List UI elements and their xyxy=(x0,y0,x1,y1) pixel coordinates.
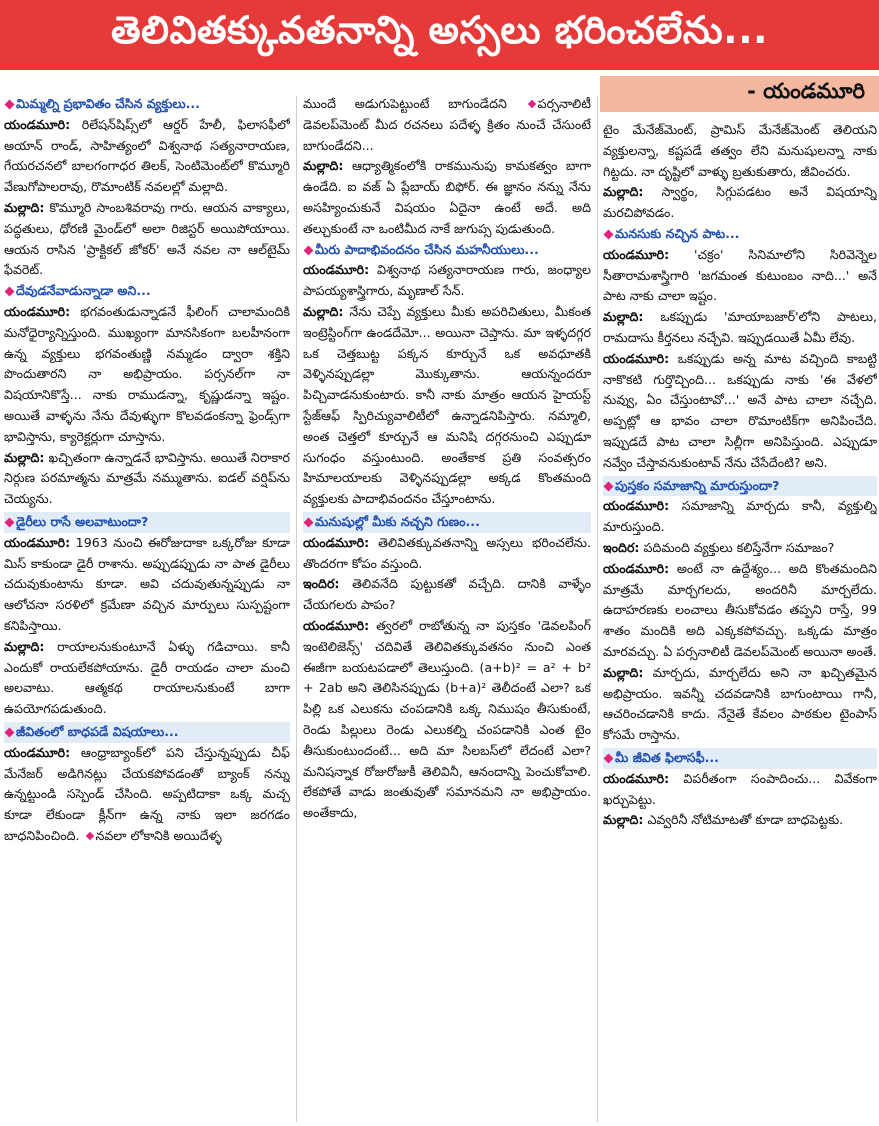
answer-text: పర్సనాలిటీ డెవలప్‌మెంట్ మీద రచనలు పదేళ్ళ క్రితం నుంచే చేసుంటే బాగుండేదని... xyxy=(303,96,591,153)
answer-text: తెలివనేది పుట్టుకతో వచ్చేది. దానికి వాళ్ళేం చేయగలరు పాపం? xyxy=(303,576,591,613)
answer-paragraph xyxy=(4,115,290,198)
answer-text: స్వార్థం, సిగ్గుపడటం అనే విషయాన్ని మరచిపోవడం. xyxy=(603,184,877,221)
answer-paragraph xyxy=(303,616,591,824)
answer-text: త్వరలో రాబోతున్న నా పుస్తకం 'డెవలపింగ్ ఇంటెలిజెన్స్' చదివితే తెలివితక్కువతనం నుంచి ఎంత ఈజీగా బయటపడాలో తెలుస్తుంది. (a+b)² = a² + b² + 2ab అని తెలిసినప్పుడు (b+a)² తెలీదంటే ఎలా? ఒక పిల్లి ఒక ఎలుకను చంపడానికి ఒక్క నిముషం తీసుకుంటే, రెండు పిల్లులు రెండు ఎలుకల్ని చంపడానికి ఎంత టైం తీసుకుంటుందంటే... అది మా సిలబస్‌లో లేదంటే ఎలా? మనిషన్నాక రోజురోజుకీ తెలివినీ, ఆనందాన్ని పెంచుకోవాలి. లేకపోతే వాడు జంతువుతో సమానమని నా అభిప్రాయం. అంతేకాదు, xyxy=(303,617,591,821)
answer-text: ఆధ్యాత్మికంలోకి రాకమునుపు కామకత్వం బాగా ఉండేది. ఐ వజ్ ఏ ప్లేబాయ్ బిఫోర్. ఈ జ్ఞానం నన్ను నేను అసహ్యించుకునే విషయం ఏదైనా ఉంటే అదే. అది తల్చుకుంటే నా ఒంటిమీద నాకే జుగుప్స పుడుతుంది. xyxy=(303,158,591,236)
speaker-name: యండమూరి: xyxy=(4,303,71,319)
answer-text: విపరీతంగా సంపాదించు... వివేకంగా ఖర్చుపెట్టు. xyxy=(603,770,877,807)
speaker-name: మల్లాది: xyxy=(603,309,644,325)
article-column-3 xyxy=(603,120,877,1124)
speaker-name: యండమూరి: xyxy=(303,617,370,633)
speaker-name: మల్లాది: xyxy=(303,158,344,174)
answer-text: 'చక్రం' సినిమాలోని సిరివెన్నెల సీతారామశాస్త్రిగారి 'జగమంత కుటుంబం నాది...' అనే పాట నాకు చాలా ఇష్టం. xyxy=(603,246,877,304)
answer-text: ఎవ్వరినీ నోటిమాటతో కూడా బాధపెట్టకు. xyxy=(643,812,844,828)
question-heading: దేవుడనేవాడున్నాడా అని... xyxy=(4,281,290,302)
speaker-name: మల్లాది: xyxy=(4,199,45,215)
answer-paragraph xyxy=(303,156,591,239)
answer-paragraph xyxy=(603,245,877,307)
answer-paragraph xyxy=(303,302,591,510)
speaker-name: యండమూరి: xyxy=(603,560,670,576)
speaker-name: మల్లాది: xyxy=(4,638,45,654)
answer-text: ఆంధ్రాబ్యాంక్‌లో పని చేస్తున్నప్పుడు చీఫ్ మేనేజర్ అడిగినట్లు చేయకపోవడంతో బ్యాంక్ నన్ను ఉన్నట్టుండి సస్పెండ్ చేసింది. అప్పటిదాకా ఒక్క మచ్చ కూడా లేకుండా క్లీన్‌గా ఉన్న నాకు ఇలా జరగడం బాధనిపించింది. xyxy=(4,744,290,843)
answer-text: 1963 నుంచి ఈరోజుదాకా ఒక్కరోజు కూడా మిస్ కాకుండా డైరీ రాశాను. అప్పుడప్పుడు నా పాత డైరీలు చదువుకుంటాను కూడా. అవి చదువుతున్నప్పుడు నా ఆలోచనా సరళిలో క్రమేణా వచ్చిన మార్పులు సుస్పష్టంగా కనిపిస్తాయి. xyxy=(4,534,290,633)
column-divider xyxy=(296,96,297,1122)
answer-paragraph xyxy=(603,663,877,746)
speaker-name: యండమూరి: xyxy=(4,744,71,760)
article-column-1 xyxy=(4,94,290,1124)
speaker-name: మల్లాది: xyxy=(603,664,644,680)
speaker-name: మల్లాది: xyxy=(603,184,644,200)
article-title: తెలివితక్కువతనాన్ని అస్సలు భరించలేను... xyxy=(0,0,879,70)
answer-paragraph xyxy=(603,559,877,663)
diamond-bullet-icon xyxy=(527,100,535,108)
speaker-name: మల్లాది: xyxy=(603,812,644,828)
question-heading: మీ జీవిత ఫిలాసఫీ... xyxy=(603,748,877,769)
answer-paragraph xyxy=(603,496,877,538)
answer-text: అంటే నా ఉద్దేశ్యం... అది కొంతమందిని మాత్రమే మార్చగలదు, అందరినీ మార్చలేదు. ఉదాహరణకు లంచాలు తీసుకోవడం తప్పని రాస్తే, 99 శాతం మందికి అది ఎక్కకపోవచ్చు. ఒక్కడు మాత్రం మారవచ్చు. ఏ పర్సనాలిటీ డెవలప్‌మెంట్ అయినా అంతే. xyxy=(603,560,877,659)
answer-text: విశ్వనాథ సత్యనారాయణ గారు, జంధ్యాల పాపయ్యశాస్త్రిగారు, మృణాల్ సేన్. xyxy=(303,262,591,299)
answer-text: కొమ్మూరి సాంబశివరావు గారు. ఆయన వాక్యాలు, పద్ధతులు, ధోరణి మైండ్‌లో అలా రిజిస్టర్ అయిపోయాయి. ఆయన రాసిన 'ప్రాక్టికల్ జోకర్' అనే నవల నా ఆల్‌టైమ్ ఫేవరెట్. xyxy=(4,199,290,278)
answer-paragraph xyxy=(4,198,290,281)
speaker-name: ఇందిర: xyxy=(303,576,340,592)
answer-text: రాయాలనుకుంటూనే ఏళ్ళు గడిచాయి. కానీ ఎందుకో రాయలేకపోయాను. డైరీ రాయడం చాలా మంచి అలవాటు. ఆత్మకథ రాయాలనుకుంటే బాగా ఉపయోగపడుతుంది. xyxy=(4,638,290,717)
answer-paragraph xyxy=(4,743,290,847)
speaker-name: మల్లాది: xyxy=(4,449,45,465)
answer-text: పదిమంది వ్యక్తులు కలిస్తేనేగా సమాజం? xyxy=(639,539,835,555)
answer-text: నవలా లోకానికి అయిదేళ్ళ xyxy=(95,827,222,843)
answer-text: రిలేషన్‌షిప్స్‌లో ఆర్డర్ హేలీ, ఫిలాసఫీలో అయాన్ రాండ్, సాహిత్యంలో విశ్వనాథ సత్యనారాయణ, గేయరచనలో బాలగంగాధర తిలక్, సెంటిమెంట్‌లో కొమ్మూరి వేణుగోపాలరావు, రొమాంటిక్ నవలల్లో మల్లాది. xyxy=(4,116,290,195)
answer-paragraph xyxy=(603,538,877,559)
speaker-name: యండమూరి: xyxy=(4,534,71,550)
answer-paragraph xyxy=(603,120,877,182)
speaker-name: యండమూరి: xyxy=(603,246,670,262)
answer-paragraph xyxy=(603,307,877,349)
answer-paragraph xyxy=(303,260,591,302)
answer-paragraph xyxy=(303,574,591,616)
question-heading: మిమ్మల్ని ప్రభావితం చేసిన వ్యక్తులు... xyxy=(4,94,290,115)
speaker-name: ఇందిర: xyxy=(603,539,640,555)
answer-text: ఒకప్పుడు అన్న మాట వచ్చింది కాబట్టి నాకొకటి గుర్తొచ్చింది... ఒకప్పుడు నాకు 'ఈ వేళలో నువ్వు, ఏం చేస్తుంటావో...' అనే పాట చాలా నచ్చేది. అప్పట్లో ఆ భావం చాలా రొమాంటిక్‌గా అనిపించేది. ఇప్పుడదే పాట చాలా సిల్లీగా అనిపిస్తుంది. ఎప్పుడూ నవ్వేం చేస్తావనుకుంటావ్ నేను చేసేదేంటి? అని. xyxy=(603,350,877,470)
answer-text: నేను చెప్పే వ్యక్తులు మీకు అపరిచితులు, మీకంత ఇంట్రెస్టింగ్‌గా ఉండదేమో... అయినా చెప్తాను. మా ఇళ్ళదగ్గర ఒక చెత్తబుట్ట పక్కన కూర్చునే ఒక అవధూతకి వెళ్ళినప్పుడల్లా మొక్కుతాను. ఆయన్నందరూ పిచ్చివాడనుకుంటారు. కానీ నాకు మాత్రం ఆయన హైయస్ట్ స్టేజ్‌ఆఫ్ స్పిరిచ్యువాలిటీలో ఉన్నాడనిపిస్తారు. నమ్మాలి, అంత చెత్తలో కూర్చునే ఆ మనిషి దగ్గరనుంచి ఎప్పుడూ సుగంధం వస్తుంటుంది. అంతేకాక ప్రతి సంవత్సరం హిమాలయాలకు వెళ్ళినప్పుడల్లా అక్కడ కొంతమంది వ్యక్తులకు పాదాభివందనం చేస్తూంటాను. xyxy=(303,303,591,507)
answer-text: ఒకప్పుడు 'మాయాబజార్'లోని పాటలు, రామదాసు కీర్తనలు నచ్చేవి. ఇప్పుడయితే ఏమీ లేవు. xyxy=(603,309,877,345)
article-column-2 xyxy=(303,94,591,1124)
speaker-name: యండమూరి: xyxy=(303,262,370,278)
question-heading: పుస్తకం సమాజాన్ని మారుస్తుందా? xyxy=(603,476,877,497)
answer-paragraph xyxy=(603,810,877,831)
answer-paragraph xyxy=(4,448,290,510)
speaker-name: యండమూరి: xyxy=(303,534,370,550)
answer-paragraph xyxy=(4,637,290,720)
answer-paragraph xyxy=(603,769,877,811)
answer-paragraph xyxy=(303,533,591,575)
question-heading: మనుషుల్లో మీకు నచ్చని గుణం... xyxy=(303,512,591,533)
answer-paragraph xyxy=(603,182,877,224)
diamond-bullet-icon xyxy=(85,832,93,840)
question-heading: డైరీలు రాసే అలవాటుందా? xyxy=(4,512,290,533)
author-byline: - యండమూరి xyxy=(600,76,879,112)
column-divider xyxy=(597,96,598,1122)
answer-text: ముందే అడుగుపెట్టుంటే బాగుండేదని xyxy=(303,96,526,111)
answer-paragraph xyxy=(303,94,591,156)
speaker-name: యండమూరి: xyxy=(603,350,670,366)
answer-paragraph xyxy=(4,302,290,448)
answer-text: భగవంతుడున్నాడనే ఫీలింగ్ చాలామందికి మనోధైర్యాన్నిస్తుంది. ముఖ్యంగా మానసికంగా బలహీనంగా ఉన్న వ్యక్తులు భగవంతుణ్ణి నమ్మడం ద్వారా శక్తిని పొందుతారని నా అభిప్రాయం. పర్సనల్‌గా నా విషయానికొస్తే... నాకు రాముడన్నా, కృష్ణుడన్నా ఇష్టం. అయితే వాళ్ళను నేను దేవుళ్ళుగా కొలవడంకన్నా ఫ్రెండ్స్‌గా భావిస్తాను, క్యారెక్టర్లుగా చూస్తాను. xyxy=(4,303,290,444)
speaker-name: యండమూరి: xyxy=(603,770,670,786)
answer-text: మార్చదు, మార్చలేదు అని నా ఖచ్చితమైన అభిప్రాయం. ఇవన్నీ చదవడానికి బాగుంటాయి గానీ, ఆచరించడానికి కాదు. నేనైతే కేవలం పాఠకుల టైంపాస్ కోసమే రాస్తాను. xyxy=(603,664,877,743)
answer-text: తెలివితక్కువతనాన్ని అస్సలు భరించలేను. తొందరగా కోపం వస్తుంది. xyxy=(303,534,591,571)
speaker-name: యండమూరి: xyxy=(603,498,670,514)
answer-paragraph xyxy=(4,533,290,637)
answer-paragraph xyxy=(603,349,877,474)
answer-text: ఖచ్చితంగా ఉన్నాడనే భావిస్తాను. అయితే నిరాకార నిర్గుణ పరమాత్మను మాత్రమే నమ్ముతాను. ఐడల్ వర్షిప్‌ను చెయ్యను. xyxy=(4,449,290,507)
question-heading: మనసుకు నచ్చిన పాట... xyxy=(603,224,877,245)
answer-text: సమాజాన్ని మార్చదు కానీ, వ్యక్తుల్ని మారుస్తుంది. xyxy=(603,498,877,535)
speaker-name: మల్లాది: xyxy=(303,303,344,319)
answer-text: టైం మేనేజ్‌మెంట్, ప్రామిస్ మేనేజ్‌మెంట్ తెలియని వ్యక్తులన్నా, కష్టపడే తత్వం లేని మనుషులన్నా నాకు గిట్టదు. నా దృష్టిలో వాళ్ళు బ్రతుకుతారు, జీవించరు. xyxy=(603,122,877,179)
question-heading: జీవితంలో బాధపడే విషయాలు... xyxy=(4,722,290,743)
question-heading: మీరు పాదాభివందనం చేసిన మహనీయులు... xyxy=(303,240,591,261)
speaker-name: యండమూరి: xyxy=(4,116,71,132)
